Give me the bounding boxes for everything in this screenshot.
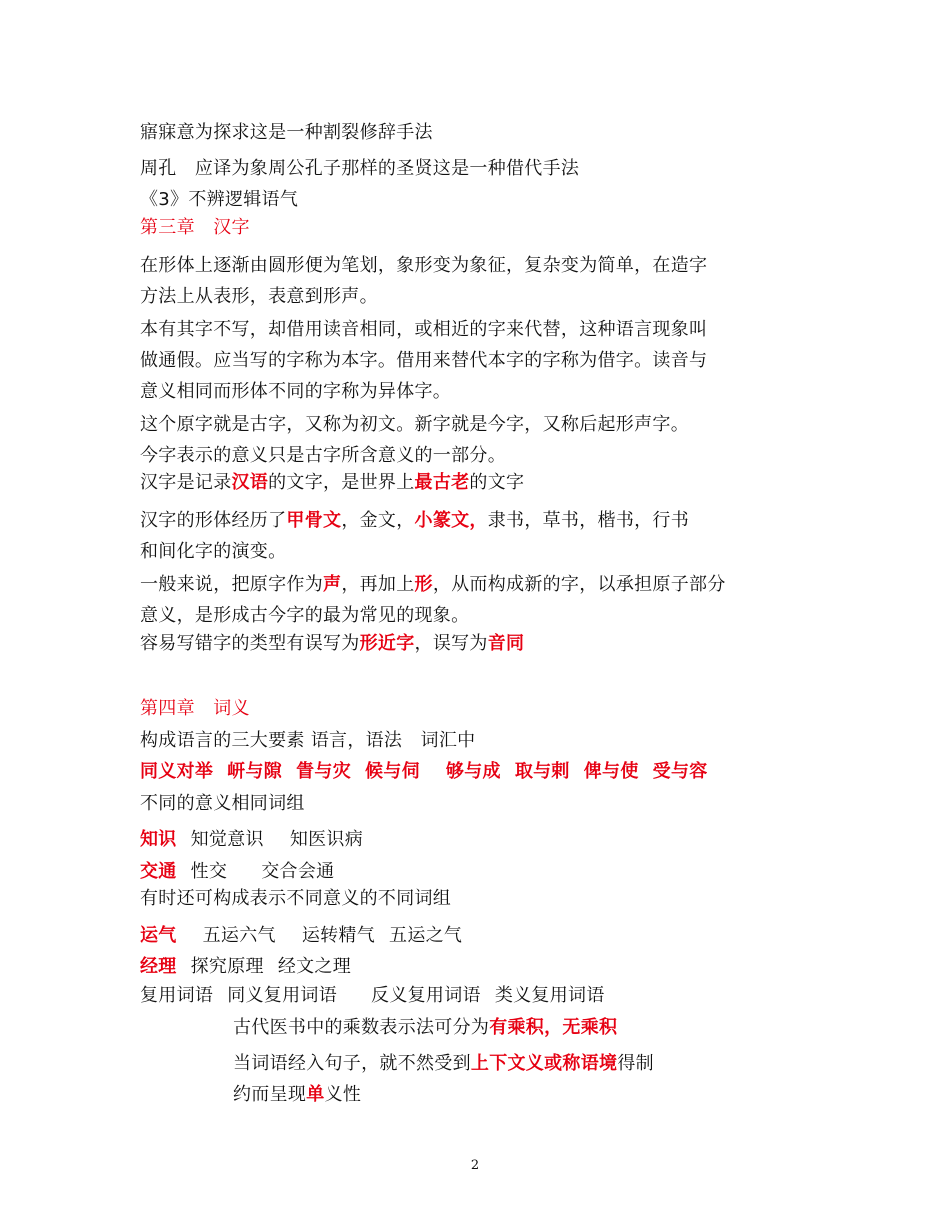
highlight-term: 形近字 xyxy=(359,633,415,654)
text-span: 汉字是记录 xyxy=(140,472,232,493)
text-span: 探究原理 xyxy=(190,956,264,977)
text-line: 周孔 应译为象周公孔子那样的圣贤这是一种借代手法 xyxy=(140,158,580,179)
highlight-term: 眚与灾 xyxy=(296,761,352,782)
highlight-term: 同义对举 xyxy=(140,761,214,782)
text-line: 方法上从表形，表意到形声。 xyxy=(140,286,378,307)
text-line: 构成语言的三大要素 语言，语法 词汇中 xyxy=(140,730,476,751)
text-line xyxy=(233,1016,617,1040)
text-span: 同义复用词语 xyxy=(227,985,338,1006)
text-span: 知医识病 xyxy=(289,829,364,850)
text-span: 五运之气 xyxy=(389,925,463,946)
text-span: 当词语经入句子，就不然受到 xyxy=(233,1053,471,1074)
highlight-term: 声 xyxy=(323,574,342,595)
highlight-term: 最古老 xyxy=(414,472,470,493)
text-span: 经文之理 xyxy=(277,956,352,977)
text-line: 今字表示的意义只是古字所含意义的一部分。 xyxy=(140,445,506,466)
chapter-heading: 第三章 汉字 xyxy=(140,217,250,238)
text-line: 在形体上逐渐由圆形便为笔划，象形变为象征，复杂变为简单，在造字 xyxy=(140,255,708,276)
text-line: 意义相同而形体不同的字称为异体字。 xyxy=(140,381,452,402)
term-row xyxy=(140,828,363,852)
text-span: ，再加上 xyxy=(341,574,415,595)
highlight-term: 运气 xyxy=(140,925,177,946)
text-line xyxy=(140,632,524,656)
highlight-term: 小篆文 xyxy=(414,510,470,531)
text-line xyxy=(140,509,689,533)
text-span: 交合会通 xyxy=(261,861,335,882)
term-row xyxy=(140,955,351,979)
highlight-term: 知识 xyxy=(140,829,177,850)
highlight-term: 取与剌 xyxy=(514,761,570,782)
text-line xyxy=(233,1083,361,1107)
text-span: 义性 xyxy=(324,1084,362,1105)
text-line xyxy=(233,1052,654,1076)
highlight-term: 经理 xyxy=(140,956,177,977)
highlight-term: 俾与使 xyxy=(583,761,639,782)
text-span: 容易写错字的类型有误写为 xyxy=(140,633,360,654)
text-span: ，金文， xyxy=(341,510,415,531)
text-span: 五运六气 xyxy=(202,925,276,946)
text-line: 寤寐意为探求这是一种割裂修辞手法 xyxy=(140,122,433,143)
text-line: 做通假。应当写的字称为本字。借用来替代本字的字称为借字。读音与 xyxy=(140,350,708,371)
term-row xyxy=(140,984,605,1008)
text-line xyxy=(140,573,726,597)
text-line xyxy=(140,471,524,495)
text-span: ，误写为 xyxy=(414,633,488,654)
text-span: 复用词语 xyxy=(140,985,214,1006)
highlight-term: 受与容 xyxy=(652,761,708,782)
text-line: 不同的意义相同词组 xyxy=(140,793,305,814)
text-line: 意义，是形成古今字的最为常见的现象。 xyxy=(140,605,470,626)
text-span: 汉字的形体经历了 xyxy=(140,510,287,531)
highlight-punct: ， xyxy=(469,510,488,531)
text-span: 的文字 xyxy=(469,472,525,493)
highlight-term: 交通 xyxy=(140,861,177,882)
term-row xyxy=(140,924,462,948)
text-span: 反义复用词语 xyxy=(371,985,481,1006)
highlight-term: 甲骨文 xyxy=(286,510,342,531)
highlight-term: 岍与隙 xyxy=(227,761,283,782)
highlight-term: 有乘积，无乘积 xyxy=(489,1017,618,1038)
text-line: 《3》不辨逻辑语气 xyxy=(140,189,299,210)
text-line: 这个原字就是古字，又称为初文。新字就是今字，又称后起形声字。 xyxy=(140,414,689,435)
text-span: 的文字，是世界上 xyxy=(268,472,415,493)
text-line: 本有其字不写，却借用读音相同，或相近的字来代替，这种语言现象叫 xyxy=(140,319,708,340)
text-line: 有时还可构成表示不同意义的不同词组 xyxy=(140,888,452,909)
term-row xyxy=(140,860,334,884)
text-span: 一般来说，把原字作为 xyxy=(140,574,323,595)
text-span: 知觉意识 xyxy=(190,829,264,850)
text-span: 古代医书中的乘数表示法可分为 xyxy=(233,1017,490,1038)
page-number: 2 xyxy=(470,1158,480,1173)
highlight-term: 汉语 xyxy=(231,472,269,493)
text-line: 和间化字的演变。 xyxy=(140,541,287,562)
text-span: ，从而构成新的字，以承担原子部分 xyxy=(432,574,726,595)
highlight-term: 候与伺 xyxy=(365,761,420,782)
text-span: 性交 xyxy=(190,861,228,882)
highlight-term: 上下文义或称语境 xyxy=(470,1053,618,1074)
highlight-term: 音同 xyxy=(487,633,525,654)
text-span: 类义复用词语 xyxy=(494,985,605,1006)
text-span: 得制 xyxy=(617,1053,654,1074)
text-span: 约而呈现 xyxy=(233,1084,307,1105)
text-span: 运转精气 xyxy=(301,925,376,946)
highlight-term: 够与成 xyxy=(445,761,501,782)
term-row xyxy=(140,760,708,784)
chapter-heading: 第四章 词义 xyxy=(140,698,250,719)
highlight-term: 单 xyxy=(306,1084,325,1105)
highlight-term: 形 xyxy=(414,574,433,595)
text-span: 隶书，草书，楷书，行书 xyxy=(487,510,690,531)
